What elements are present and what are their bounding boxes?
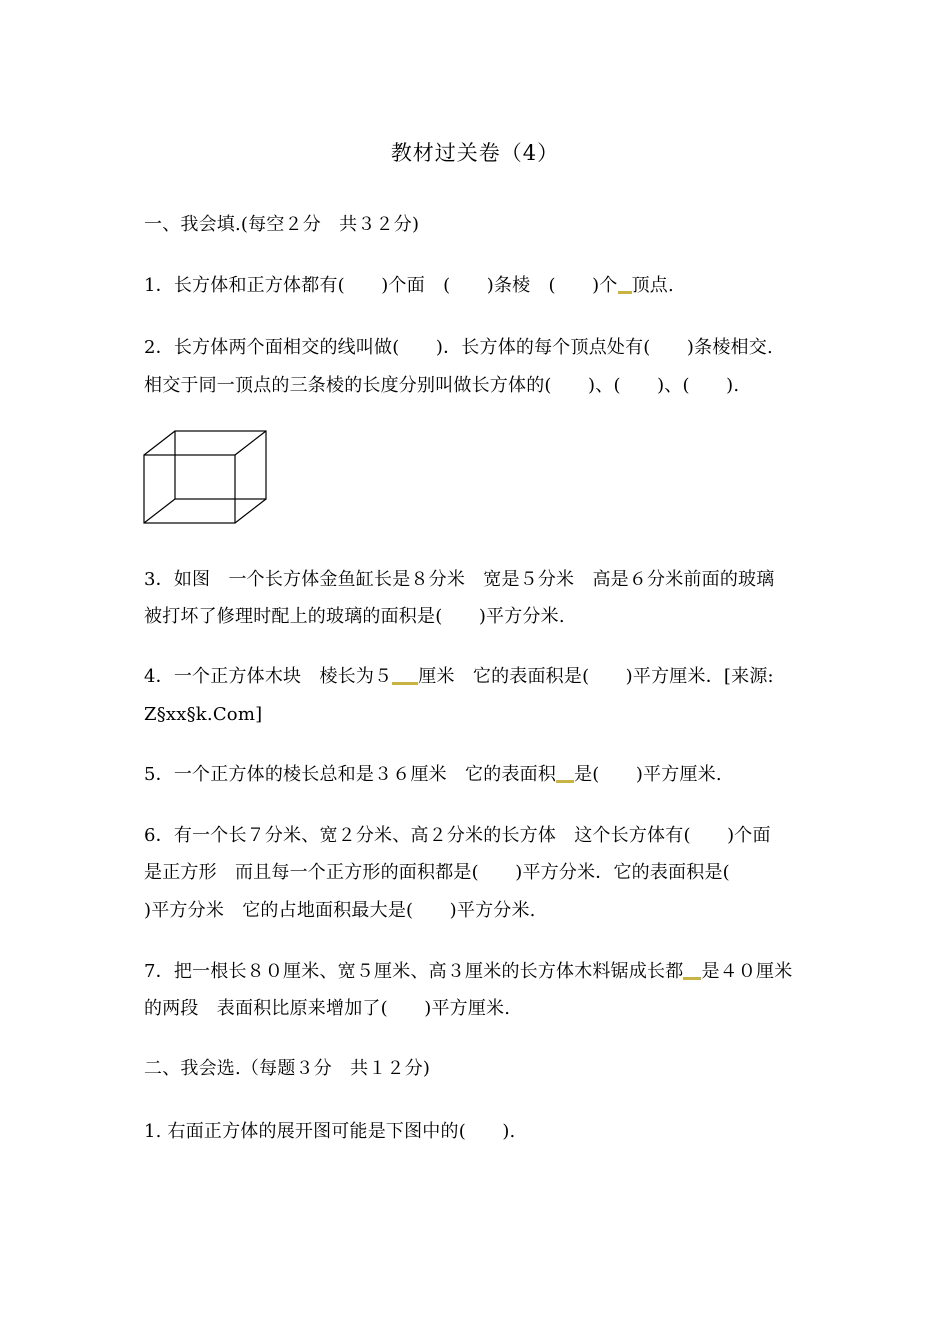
question-4-text: 4．一个正方体木块 棱长为５: [144, 666, 393, 687]
question-2-line2: 相交于同一顶点的三条棱的长度分别叫做长方体的( )、( )、( ).: [144, 375, 740, 396]
question-3-line1: 3．如图 一个长方体金鱼缸长是８分米 宽是５分米 高是６分米前面的玻璃: [144, 569, 775, 590]
question-5: [144, 763, 722, 787]
question-3-line2: 被打坏了修理时配上的玻璃的面积是( )平方分米.: [144, 606, 565, 627]
question-6-line2: 是正方形 而且每一个正方形的面积都是( )平方分米．它的表面积是(: [144, 862, 730, 883]
page-title: 教材过关卷（4）: [390, 141, 560, 165]
cuboid-edge: [235, 499, 266, 523]
question-5-text-end: 是( )平方厘米.: [574, 764, 722, 785]
highlight-mark: [556, 780, 574, 783]
section2-question-1: 1. 右面正方体的展开图可能是下图中的( ).: [144, 1121, 516, 1142]
question-1-text-end: 顶点.: [631, 275, 674, 296]
highlight-mark: [618, 291, 632, 294]
question-6-line3: )平方分米 它的占地面积最大是( )平方分米.: [144, 900, 536, 921]
section2-heading: 二、我会选.（每题３分 共１２分): [144, 1058, 431, 1079]
cuboid-figure: [142, 429, 270, 527]
question-1: [144, 274, 674, 298]
question-4-source: Z§xx§k.Com]: [144, 704, 263, 725]
question-7: [144, 960, 792, 984]
question-4: [144, 665, 774, 689]
question-1-text: 1．长方体和正方体都有( )个面 ( )条棱 ( )个: [144, 275, 618, 296]
highlight-mark: [392, 682, 418, 685]
cuboid-edge: [235, 431, 266, 455]
cuboid-edge: [144, 499, 175, 523]
section1-heading: 一、我会填.(每空２分 共３２分): [144, 214, 420, 235]
question-2-line1: 2．长方体两个面相交的线叫做( )．长方体的每个顶点处有( )条棱相交.: [144, 337, 773, 358]
question-6-line1: 6．有一个长７分米、宽２分米、高２分米的长方体 这个长方体有( )个面: [144, 825, 771, 846]
highlight-mark: [683, 977, 701, 980]
question-7-text: 7．把一根长８０厘米、宽５厘米、高３厘米的长方体木料锯成长都: [144, 961, 684, 982]
question-4-text-end: 厘米 它的表面积是( )平方厘米．[来源:: [418, 666, 774, 687]
cuboid-edge: [144, 431, 175, 455]
question-5-text: 5．一个正方体的棱长总和是３６厘米 它的表面积: [144, 764, 557, 785]
question-7-text-end: 是４０厘米: [701, 961, 793, 982]
question-7-line2: 的两段 表面积比原来增加了( )平方厘米.: [144, 998, 511, 1019]
